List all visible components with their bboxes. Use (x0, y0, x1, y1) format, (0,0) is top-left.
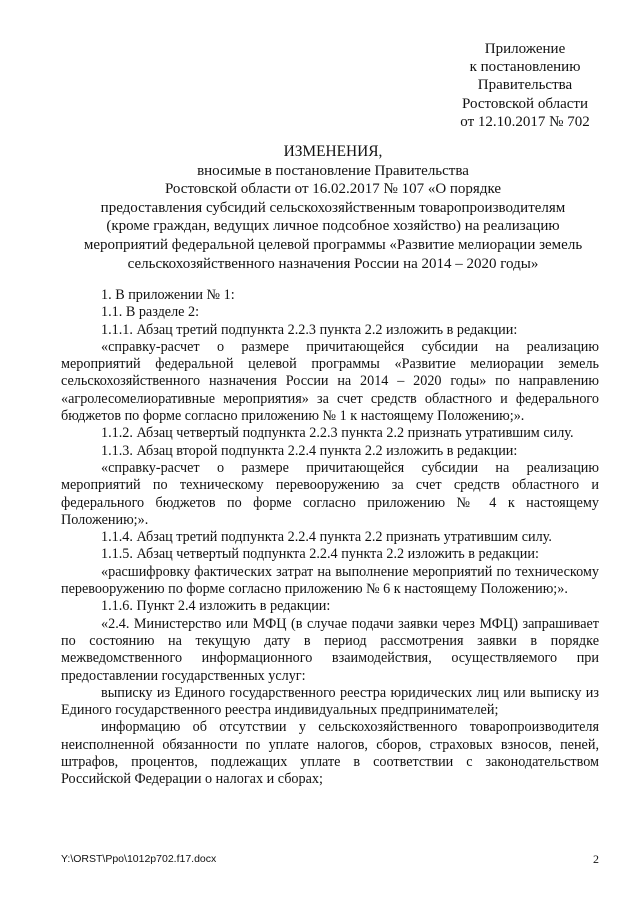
paragraph: 1.1.1. Абзац третий подпункта 2.2.3 пункта 2.2 изложить в редакции: (101, 321, 518, 338)
title-line: (кроме граждан, ведущих личное подсобное хозяйство) на реализацию (106, 218, 560, 235)
paragraph: 1.1. В разделе 2: (101, 304, 200, 321)
paragraph: информацию об отсутствии у сельскохозяйственного товаропроизводителя неисполненной обязанности по уплате налогов, сборов, страховых взносов, пеней, штрафов, процентов, подлежащих уплате в соответствии с законодательством Российской Федерации о налогах и сборах; (61, 719, 599, 788)
paragraph: 1.1.4. Абзац третий подпункта 2.2.4 пункта 2.2 признать утратившим силу. (101, 529, 552, 546)
paragraph: выписку из Единого государственного реестра юридических лиц или выписку из Единого государственного реестра индивидуальных предпринимателей; (61, 684, 599, 719)
header-line: Правительства (477, 77, 573, 94)
header-line: Приложение (484, 41, 566, 57)
title-line: вносимые в постановление Правительства (197, 162, 469, 179)
paragraph: «расшифровку фактических затрат на выполнение мероприятий по техническому перевооружению по форме согласно приложению № 6 к настоящему Положению;». (61, 563, 599, 598)
title-line: Ростовской области от 16.02.2017 № 107 «О порядке (164, 181, 502, 198)
paragraph: 1.1.3. Абзац второй подпункта 2.2.4 пункта 2.2 изложить в редакции: (101, 442, 518, 459)
paragraph: 1.1.2. Абзац четвертый подпункта 2.2.3 пункта 2.2 признать утратившим силу. (101, 425, 574, 442)
file-path: Y:\ORST\Ppo\1012p702.f17.docx (61, 853, 217, 865)
header-line: от 12.10.2017 № 702 (460, 113, 590, 130)
paragraph: «2.4. Министерство или МФЦ (в случае подачи заявки через МФЦ) запрашивает по состоянию на текущую дату в период рассмотрения заявки в порядке межведомственного информационного взаимодействия, осуществляемого при предоставлении государственных услуг: (61, 615, 599, 684)
title-line: мероприятий федеральной целевой программы «Развитие мелиорации земель (83, 236, 583, 253)
title-heading: ИЗМЕНЕНИЯ, (283, 143, 383, 160)
document-title (58, 143, 608, 273)
header-line: к постановлению (469, 59, 581, 76)
title-line: сельскохозяйственного назначения России на 2014 – 2020 годы» (127, 255, 539, 272)
paragraph: 1.1.6. Пункт 2.4 изложить в редакции: (101, 598, 331, 615)
paragraph: «справку-расчет о размере причитающейся субсидии на реализацию мероприятий по техническому перевооружению за счет средств областного и федерального бюджетов по форме согласно приложению № 4 к настоящему Положению;». (61, 459, 599, 528)
paragraph: 1.1.5. Абзац четвертый подпункта 2.2.4 пункта 2.2 изложить в редакции: (101, 546, 539, 563)
title-line: предоставления субсидий сельскохозяйственным товаропроизводителям (100, 199, 566, 216)
appendix-header (400, 40, 640, 131)
paragraph: 1. В приложении № 1: (101, 287, 235, 303)
header-line: Ростовской области (462, 95, 588, 112)
page-number: 2 (593, 852, 599, 866)
document-body (61, 287, 599, 789)
paragraph: «справку-расчет о размере причитающейся субсидии на реализацию мероприятий федеральной целевой программы «Развитие мелиорации земель сельскохозяйственного назначения России на 2014 – 2020 годы» по направлению «агролесомелиоративные мероприятия» за счет средств областного и федерального бюджетов по форме согласно приложению № 1 к настоящему Положению;». (61, 338, 599, 425)
